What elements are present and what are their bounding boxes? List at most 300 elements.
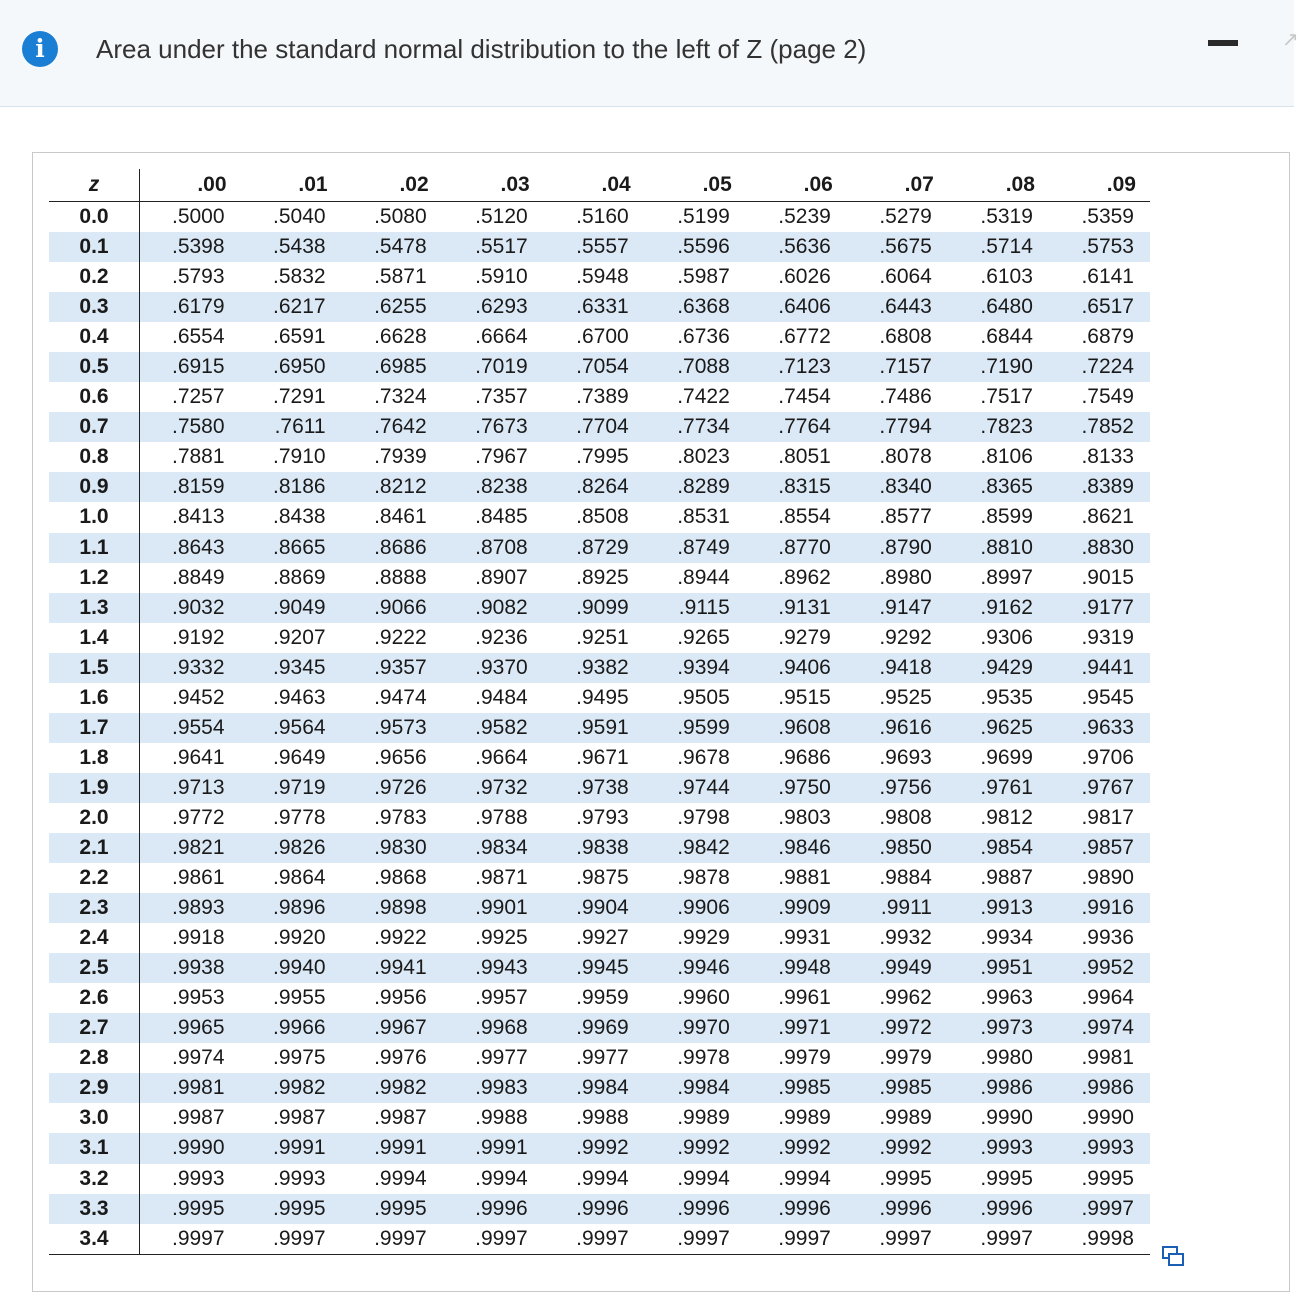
table-cell: .9236	[475, 625, 528, 649]
table-row	[49, 352, 1150, 382]
table-cell: .9993	[171, 1166, 225, 1190]
table-cell: .9066	[374, 595, 427, 619]
z-value: 1.5	[49, 653, 140, 683]
table-cell: .9429	[980, 655, 1033, 679]
table-cell: .9162	[980, 595, 1033, 619]
z-value: 2.7	[49, 1013, 140, 1043]
table-cell: .5557	[576, 235, 629, 259]
table-cell: .9207	[273, 625, 326, 649]
table-cell: .9936	[1081, 926, 1134, 950]
table-row	[49, 202, 1150, 233]
table-cell: .9761	[980, 775, 1033, 799]
table-cell: .9830	[374, 836, 427, 859]
table-cell: .8810	[980, 535, 1033, 559]
table-cell: .9222	[374, 625, 427, 649]
table-cell: .9881	[778, 866, 831, 890]
table-cell: .7324	[374, 385, 427, 409]
table-cell: .6480	[980, 295, 1033, 319]
table-cell: .5675	[879, 235, 932, 259]
z-value: 3.2	[49, 1164, 140, 1194]
table-cell: .9505	[677, 685, 730, 709]
table-cell: .8686	[374, 535, 427, 559]
table-cell: .9992	[677, 1136, 730, 1160]
table-cell: .6255	[374, 295, 427, 319]
table-cell: .9699	[980, 745, 1033, 769]
table-cell: .8944	[677, 565, 730, 589]
table-cell: .9996	[677, 1196, 730, 1220]
table-cell: .9901	[475, 896, 528, 920]
table-cell: .9965	[171, 1016, 225, 1040]
table-row	[49, 653, 1150, 683]
table-cell: .9981	[171, 1076, 225, 1100]
table-cell: .9995	[1081, 1166, 1134, 1190]
column-header: .06	[746, 169, 847, 202]
table-cell: .9826	[273, 836, 326, 859]
table-cell: .8599	[980, 505, 1033, 529]
table-cell: .8665	[273, 535, 326, 559]
z-value: 1.2	[49, 563, 140, 593]
table-cell: .7939	[374, 445, 427, 469]
table-cell: .8051	[778, 445, 831, 469]
table-cell: .5517	[475, 235, 528, 259]
table-cell: .8159	[171, 475, 225, 499]
z-table-body	[49, 202, 1150, 1255]
table-cell: .9713	[171, 775, 225, 799]
table-cell: .7823	[980, 415, 1033, 439]
table-cell: .8888	[374, 565, 427, 589]
table-cell: .9970	[677, 1016, 730, 1040]
table-cell: .9959	[576, 986, 629, 1010]
table-cell: .9989	[778, 1106, 831, 1130]
table-cell: .6443	[879, 295, 932, 319]
table-cell: .9131	[778, 595, 831, 619]
z-value: 2.9	[49, 1073, 140, 1103]
table-cell: .9989	[879, 1106, 932, 1130]
table-cell: .9890	[1081, 866, 1134, 890]
table-cell: .6736	[677, 325, 730, 349]
table-cell: .9997	[544, 1224, 645, 1255]
table-cell: .8980	[879, 565, 932, 589]
table-cell: .9834	[475, 836, 528, 859]
table-cell: .7673	[475, 415, 528, 439]
table-row	[49, 743, 1150, 773]
column-header: .07	[847, 169, 948, 202]
table-row	[49, 232, 1150, 262]
z-value: 3.3	[49, 1194, 140, 1224]
table-cell: .6026	[778, 265, 831, 289]
table-row	[49, 322, 1150, 352]
table-cell: .6879	[1081, 325, 1134, 349]
table-cell: .8708	[475, 535, 528, 559]
table-cell: .6103	[980, 265, 1033, 289]
table-cell: .8907	[475, 565, 528, 589]
expand-icon[interactable]: ↗	[1282, 29, 1299, 51]
table-cell: .9678	[677, 745, 730, 769]
table-cell: .8264	[576, 475, 629, 499]
table-cell: .9641	[171, 745, 225, 769]
table-cell: .9918	[171, 926, 225, 950]
table-row	[49, 1043, 1150, 1073]
table-cell: .9995	[273, 1196, 326, 1220]
table-cell: .8340	[879, 475, 932, 499]
z-value: 1.6	[49, 683, 140, 713]
table-cell: .9896	[273, 896, 326, 920]
table-cell: .9750	[778, 775, 831, 799]
table-cell: .5080	[374, 205, 427, 229]
table-cell: .9991	[475, 1136, 528, 1160]
table-cell: .9357	[374, 655, 427, 679]
table-cell: .6554	[171, 325, 225, 349]
table-cell: .9984	[677, 1076, 730, 1100]
z-value: 1.9	[49, 773, 140, 803]
table-cell: .5714	[980, 235, 1033, 259]
z-value: 0.9	[49, 472, 140, 502]
table-cell: .9887	[980, 866, 1033, 890]
table-row	[49, 773, 1150, 803]
table-cell: .5636	[778, 235, 831, 259]
table-cell: .8212	[374, 475, 427, 499]
column-header: .02	[342, 169, 443, 202]
table-cell: .8554	[778, 505, 831, 529]
z-table-header-row	[49, 169, 1150, 202]
table-cell: .9878	[677, 866, 730, 890]
z-value: 2.2	[49, 863, 140, 893]
table-cell: .9986	[1081, 1076, 1134, 1100]
dialog-header	[0, 0, 1299, 107]
table-cell: .9394	[677, 655, 730, 679]
table-cell: .7881	[171, 445, 225, 469]
table-cell: .9812	[980, 805, 1033, 829]
table-cell: .8133	[1081, 445, 1134, 469]
z-value: 1.0	[49, 502, 140, 532]
table-cell: .9979	[778, 1046, 831, 1070]
table-cell: .9591	[576, 715, 629, 739]
table-cell: .9192	[171, 625, 225, 649]
table-cell: .8925	[576, 565, 629, 589]
table-cell: .9370	[475, 655, 528, 679]
table-cell: .7454	[778, 385, 831, 409]
table-cell: .5948	[576, 265, 629, 289]
table-cell: .9945	[576, 956, 629, 980]
z-value: 3.0	[49, 1103, 140, 1133]
table-cell: .9925	[475, 926, 528, 950]
table-row	[49, 713, 1150, 743]
table-cell: .7357	[475, 385, 528, 409]
table-cell: .9981	[1081, 1046, 1134, 1070]
table-cell: .9625	[980, 715, 1033, 739]
table-cell: .7704	[576, 415, 629, 439]
table-cell: .9332	[171, 655, 225, 679]
z-value: 2.1	[49, 833, 140, 863]
table-cell: .8849	[171, 565, 225, 589]
table-cell: .9406	[778, 655, 831, 679]
table-cell: .9463	[273, 685, 326, 709]
table-cell: .7611	[274, 415, 326, 439]
column-header: .04	[544, 169, 645, 202]
table-cell: .9554	[171, 715, 225, 739]
table-cell: .9893	[171, 896, 225, 920]
table-cell: .9875	[576, 866, 629, 890]
table-cell: .9997	[645, 1224, 746, 1255]
table-cell: .9664	[475, 745, 528, 769]
column-header: .03	[443, 169, 544, 202]
table-cell: .9817	[1081, 805, 1134, 829]
table-cell: .9994	[576, 1166, 629, 1190]
table-cell: .9967	[374, 1016, 427, 1040]
table-cell: .9990	[1081, 1106, 1134, 1130]
table-cell: .9951	[980, 956, 1033, 980]
table-cell: .9099	[576, 595, 629, 619]
table-cell: .5987	[677, 265, 730, 289]
table-cell: .5871	[374, 265, 427, 289]
z-value: 0.2	[49, 262, 140, 292]
table-cell: .9979	[879, 1046, 932, 1070]
table-cell: .6331	[576, 295, 629, 319]
table-cell: .9952	[1081, 956, 1134, 980]
table-cell: .9993	[1081, 1136, 1134, 1160]
table-cell: .9913	[980, 896, 1033, 920]
z-value: 0.6	[49, 382, 140, 412]
table-cell: .9955	[273, 986, 326, 1010]
column-header: .05	[645, 169, 746, 202]
table-cell: .9756	[879, 775, 932, 799]
table-cell: .6517	[1081, 295, 1134, 319]
table-cell: .7549	[1081, 385, 1134, 409]
table-cell: .9525	[879, 685, 932, 709]
table-cell: .9082	[475, 595, 528, 619]
table-cell: .9649	[273, 745, 326, 769]
table-cell: .5753	[1081, 235, 1134, 259]
table-cell: .9778	[273, 805, 326, 829]
table-cell: .9671	[576, 745, 629, 769]
table-cell: .9842	[677, 836, 730, 859]
table-cell: .7257	[171, 385, 225, 409]
table-cell: .9997	[342, 1224, 443, 1255]
table-cell: .9719	[273, 775, 326, 799]
table-cell: .9495	[576, 685, 629, 709]
table-cell: .9996	[475, 1196, 528, 1220]
table-cell: .6950	[273, 355, 326, 379]
table-cell: .8643	[171, 535, 225, 559]
table-cell: .9949	[879, 956, 932, 980]
table-cell: .7642	[374, 415, 427, 439]
table-cell: .9306	[980, 625, 1033, 649]
table-cell: .9441	[1081, 655, 1134, 679]
table-cell: .9991	[273, 1136, 326, 1160]
table-cell: .8729	[576, 535, 629, 559]
table-cell: .8238	[475, 475, 528, 499]
table-cell: .7123	[778, 355, 831, 379]
table-cell: .8577	[879, 505, 932, 529]
table-cell: .9983	[475, 1076, 528, 1100]
table-cell: .9868	[374, 866, 427, 890]
table-cell: .6141	[1081, 265, 1134, 289]
table-row	[49, 442, 1150, 472]
table-cell: .8023	[677, 445, 730, 469]
table-cell: .7580	[171, 415, 225, 439]
table-cell: .9564	[273, 715, 326, 739]
table-cell: .9798	[677, 805, 730, 829]
table-row	[49, 262, 1150, 292]
table-cell: .9966	[273, 1016, 326, 1040]
table-cell: .9996	[576, 1196, 629, 1220]
table-cell: .5120	[475, 205, 528, 229]
table-cell: .6664	[475, 325, 528, 349]
table-cell: .9971	[778, 1016, 831, 1040]
table-cell: .7852	[1081, 415, 1134, 439]
table-cell: .9656	[374, 745, 427, 769]
table-cell: .6844	[980, 325, 1033, 349]
table-cell: .8365	[980, 475, 1033, 499]
table-cell: .9994	[677, 1166, 730, 1190]
table-cell: .8413	[171, 505, 225, 529]
table-cell: .8531	[677, 505, 730, 529]
table-row	[49, 1013, 1150, 1043]
column-header: .01	[241, 169, 342, 202]
table-cell: .6985	[374, 355, 427, 379]
table-cell: .9964	[1081, 986, 1134, 1010]
table-cell: .7190	[980, 355, 1033, 379]
table-row	[49, 412, 1150, 442]
table-cell: .9977	[475, 1046, 528, 1070]
table-cell: .9793	[576, 805, 629, 829]
table-cell: .7967	[475, 445, 528, 469]
table-cell: .9994	[374, 1166, 427, 1190]
minimize-button[interactable]	[1208, 40, 1238, 46]
table-cell: .9990	[980, 1106, 1033, 1130]
table-cell: .9956	[374, 986, 427, 1010]
table-cell: .8621	[1081, 505, 1134, 529]
table-cell: .9838	[576, 836, 629, 859]
table-cell: .5319	[980, 205, 1033, 229]
table-cell: .9973	[980, 1016, 1033, 1040]
table-cell: .9987	[374, 1106, 427, 1130]
table-cell: .8485	[475, 505, 528, 529]
table-row	[49, 1224, 1150, 1255]
table-row	[49, 502, 1150, 532]
table-cell: .9608	[778, 715, 831, 739]
table-cell: .9953	[171, 986, 225, 1010]
table-cell: .9993	[273, 1166, 326, 1190]
table-cell: .5359	[1081, 205, 1134, 229]
copy-icon[interactable]	[1162, 1246, 1184, 1266]
table-cell: .7995	[576, 445, 629, 469]
table-cell: .9996	[879, 1196, 932, 1220]
table-row	[49, 893, 1150, 923]
table-cell: .9916	[1081, 896, 1134, 920]
z-value: 2.6	[49, 983, 140, 1013]
table-cell: .8438	[273, 505, 326, 529]
table-cell: .9633	[1081, 715, 1134, 739]
table-cell: .5910	[475, 265, 528, 289]
table-cell: .9535	[980, 685, 1033, 709]
table-cell: .9582	[475, 715, 528, 739]
table-row	[49, 382, 1150, 412]
table-row	[49, 1073, 1150, 1103]
table-cell: .9418	[879, 655, 932, 679]
table-cell: .9995	[879, 1166, 932, 1190]
table-cell: .8962	[778, 565, 831, 589]
table-cell: .8461	[374, 505, 427, 529]
table-cell: .9788	[475, 805, 528, 829]
table-cell: .9744	[677, 775, 730, 799]
table-cell: .9319	[1081, 625, 1134, 649]
table-cell: .9992	[879, 1136, 932, 1160]
table-cell: .9515	[778, 685, 831, 709]
table-cell: .9909	[778, 896, 831, 920]
table-cell: .9978	[677, 1046, 730, 1070]
table-cell: .8749	[677, 535, 730, 559]
table-cell: .5239	[778, 205, 831, 229]
table-cell: .9864	[273, 866, 326, 890]
table-cell: .9732	[475, 775, 528, 799]
table-cell: .8389	[1081, 475, 1134, 499]
z-value: 1.1	[49, 533, 140, 563]
z-value: 0.0	[49, 202, 140, 233]
table-cell: .7764	[778, 415, 831, 439]
table-cell: .9934	[980, 926, 1033, 950]
table-cell: .8790	[879, 535, 932, 559]
table-row	[49, 563, 1150, 593]
z-value: 1.7	[49, 713, 140, 743]
table-cell: .9452	[171, 685, 225, 709]
table-row	[49, 803, 1150, 833]
table-cell: .6368	[677, 295, 730, 319]
table-cell: .8997	[980, 565, 1033, 589]
table-cell: .9049	[273, 595, 326, 619]
z-value: 1.3	[49, 593, 140, 623]
table-cell: .6179	[171, 295, 225, 319]
z-value: 2.3	[49, 893, 140, 923]
table-cell: .9990	[171, 1136, 225, 1160]
table-row	[49, 863, 1150, 893]
table-cell: .9961	[778, 986, 831, 1010]
table-cell: .9960	[677, 986, 730, 1010]
table-cell: .9997	[241, 1224, 342, 1255]
table-cell: .9997	[443, 1224, 544, 1255]
table-cell: .9982	[374, 1076, 427, 1100]
table-cell: .9957	[475, 986, 528, 1010]
table-cell: .9994	[778, 1166, 831, 1190]
table-cell: .9989	[677, 1106, 730, 1130]
table-cell: .9931	[778, 926, 831, 950]
z-value: 2.4	[49, 923, 140, 953]
table-cell: .9015	[1081, 565, 1134, 589]
table-row	[49, 833, 1150, 863]
table-cell: .9993	[980, 1136, 1033, 1160]
z-value: 2.0	[49, 803, 140, 833]
table-cell: .9996	[980, 1196, 1033, 1220]
table-cell: .6217	[273, 295, 326, 319]
z-value: 2.5	[49, 953, 140, 983]
table-cell: .9938	[171, 956, 225, 980]
table-cell: .5040	[273, 205, 326, 229]
table-cell: .5793	[171, 265, 225, 289]
table-cell: .7486	[879, 385, 932, 409]
table-cell: .5199	[677, 205, 730, 229]
dialog-title: Area under the standard normal distribution to the left of Z (page 2)	[96, 34, 867, 64]
table-cell: .9808	[879, 805, 932, 829]
table-cell: .7517	[980, 385, 1033, 409]
table-cell: .9726	[374, 775, 427, 799]
table-cell: .9929	[677, 926, 730, 950]
z-value: 0.1	[49, 232, 140, 262]
table-row	[49, 983, 1150, 1013]
table-cell: .5438	[273, 235, 326, 259]
table-cell: .9251	[576, 625, 629, 649]
table-cell: .9783	[374, 805, 427, 829]
table-cell: .9932	[879, 926, 932, 950]
